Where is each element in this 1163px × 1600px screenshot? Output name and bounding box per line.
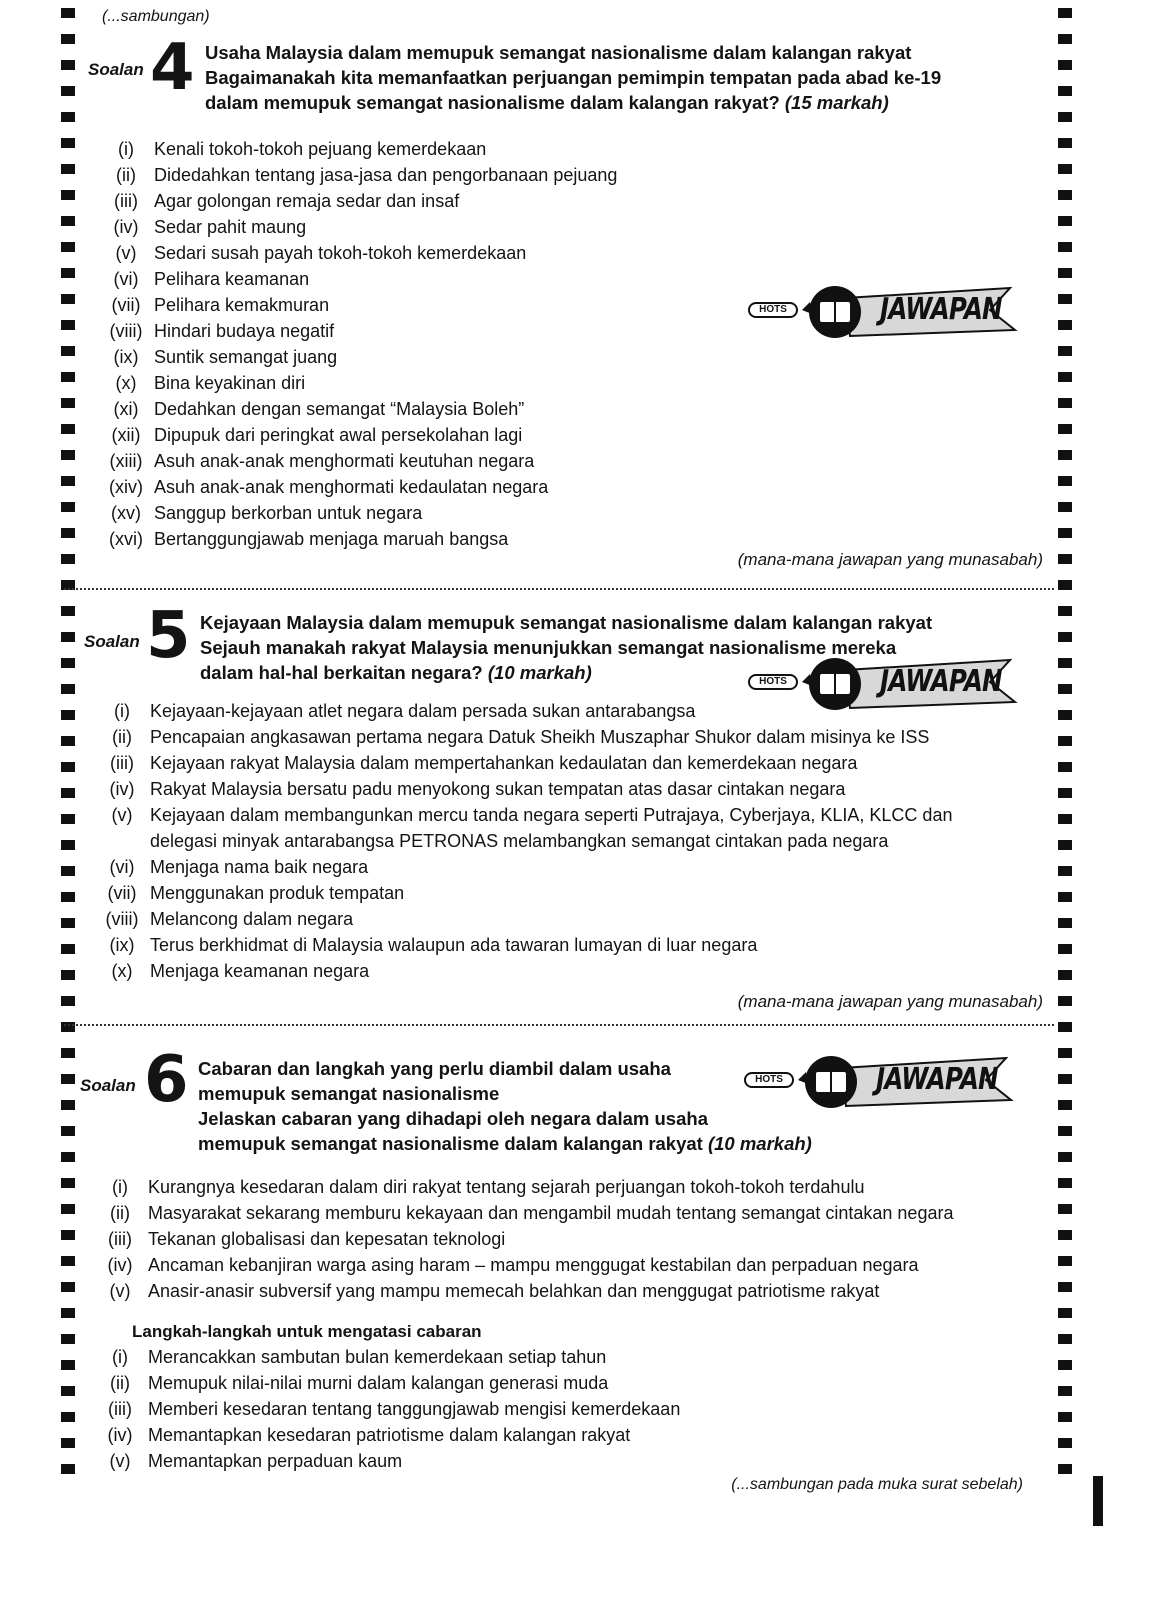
soalan-label: Soalan [88, 60, 144, 79]
hots-tag: HOTS [748, 302, 798, 318]
jawapan-label: JAWAPAN [880, 292, 1002, 327]
marks: (15 markah) [784, 92, 889, 113]
perforation-left [61, 8, 75, 1488]
continuation-top: (...sambungan) [102, 8, 210, 25]
title-line: Cabaran dan langkah yang perlu diambil dalam usaha [198, 1058, 671, 1079]
page-edge-mark [1093, 1476, 1103, 1526]
question-number: 4 [150, 31, 193, 105]
title-line: Jelaskan cabaran yang dihadapi oleh negara dalam usaha [198, 1108, 708, 1129]
jawapan-label: JAWAPAN [876, 1062, 998, 1097]
jawapan-badge [736, 1050, 1036, 1114]
soalan-label: Soalan [80, 1076, 136, 1095]
jawapan-badge [740, 280, 1040, 344]
hots-tag: HOTS [744, 1072, 794, 1088]
perforation-right [1058, 8, 1072, 1488]
acceptable-answers-note: (mana-mana jawapan yang munasabah) [737, 550, 1043, 569]
jawapan-badge [740, 652, 1040, 716]
title-line [198, 1131, 812, 1156]
title-line: memupuk semangat nasionalisme [198, 1083, 500, 1104]
continuation-bottom: (...sambungan pada muka surat sebelah) [731, 1476, 1023, 1493]
title-line: Bagaimanakah kita memanfaatkan perjuangan pemimpin tempatan pada abad ke-19 [205, 67, 942, 88]
question-title [205, 40, 941, 115]
title-line: Kejayaan Malaysia dalam memupuk semangat nasionalisme dalam kalangan rakyat [200, 612, 933, 633]
steps-subheading: Langkah-langkah untuk mengatasi cabaran [132, 1322, 482, 1341]
title-text: dalam memupuk semangat nasionalisme dalam kalangan rakyat? [205, 92, 780, 113]
section-divider [64, 1024, 1054, 1026]
section-divider [64, 588, 1054, 590]
title-line: Usaha Malaysia dalam memupuk semangat nasionalisme dalam kalangan rakyat [205, 42, 912, 63]
question-number: 6 [144, 1043, 187, 1117]
marks: (10 markah) [487, 662, 592, 683]
marks: (10 markah) [707, 1133, 812, 1154]
title-text: dalam hal-hal berkaitan negara? [200, 662, 483, 683]
title-line [205, 90, 941, 115]
title-line: Sejauh manakah rakyat Malaysia menunjukkan semangat nasionalisme mereka [200, 637, 897, 658]
question-title [198, 1056, 812, 1156]
worksheet-page: (...sambungan) Soalan 4 Usaha Malaysia dalam memupuk semangat nasionalisme dalam kalangan rakyat Bagaimanakah kita memanfaatkan perjuangan pemimpin tempatan pada abad ke-19 dalam memupuk semangat nasionalisme dalam kalangan rakyat? (15 markah) HOTS JAWAPAN (i) Kenali tokoh-tokoh pejuang kemerdekaan (ii) Didedahkan tentang jasa-jasa dan pengorbanaan pejuang (iii) Agar golongan remaja sedar dan insaf (iv) Sedar pahit maung (v) Sedari susah payah tokoh-tokoh kemerdekaan (vi) Pelihara keamanan (vii) Pelihara kemakmuran (viii) Hindari budaya negatif (ix) Suntik semangat juang (x) Bina keyakinan diri (xi) Dedahkan dengan semangat “Malaysia Boleh” (xii) Dipupuk dari peringkat awal persekolahan lagi (xiii) Asuh anak-anak menghormati keutuhan negara (xiv) Asuh anak-anak menghormati kedaulatan negara (xv) Sanggup berkorban untuk negara (xvi) Bertanggungjawab menjaga maruah bangsa (mana-mana jawapan yang munasabah) Soalan 5 Kejayaan Malaysia dalam memupuk semangat nasionalisme dalam kalangan rakyat Sejauh manakah rakyat Malaysia menunjukkan semangat nasionalisme mereka dalam hal-hal berkaitan negara? (10 markah) HOTS JAWAPAN (i) Kejayaan-kejayaan atlet negara dalam persada sukan antarabangsa (ii) Pencapaian angkasawan pertama negara Datuk Sheikh Muszaphar Shukor dalam misinya ke ISS (iii) Kejayaan rakyat Malaysia dalam mempertahankan kedaulatan dan kemerdekaan negara (iv) Rakyat Malaysia bersatu padu menyokong sukan tempatan atas dasar cintakan negara (v) Kejayaan dalam membangunkan mercu tanda negara seperti Putrajaya, Cyberjaya, KLIA, KLCC dan delegasi minyak antarabangsa PETRONAS melambangkan semangat cintakan pada negara (vi) Menjaga nama baik negara (vii) Menggunakan produk tempatan (viii) Melancong dalam negara (ix) Terus berkhidmat di Malaysia walaupun ada tawaran lumayan di luar negara (x) Menjaga keamanan negara (mana-mana jawapan yang munasabah) Soalan 6 Cabaran dan langkah yang perlu diambil dalam usaha memupuk semangat nasionalisme Jelaskan cabaran yang dihadapi oleh negara dalam usaha memupuk semangat nasionalisme dalam kalangan rakyat (10 markah) HOTS JAWAPAN (i) Kurangnya kesedaran dalam diri rakyat tentang sejarah perjuangan tokoh-tokoh terdahulu (ii) Masyarakat sekarang memburu kekayaan dan mengambil mudah tentang semangat cintakan negara (iii) Tekanan globalisasi dan kepesatan teknologi (iv) Ancaman kebanjiran warga asing haram – mampu menggugat kestabilan dan perpaduan negara (v) Anasir-anasir subversif yang mampu memecah belahkan dan menggugat patriotisme rakyat Langkah-langkah untuk mengatasi cabaran (i) Merancakkan sambutan bulan kemerdekaan setiap tahun (ii) Memupuk nilai-nilai murni dalam kalangan generasi muda (iii) Memberi kesedaran tentang tanggungjawab mengisi kemerdekaan (iv) Memantapkan kesedaran patriotisme dalam kalangan rakyat (v) Memantapkan perpaduan kaum (...sambungan pada muka surat sebelah) [0, 0, 1163, 1600]
soalan-label: Soalan [84, 632, 140, 651]
hots-tag: HOTS [748, 674, 798, 690]
question-number: 5 [146, 599, 189, 673]
acceptable-answers-note: (mana-mana jawapan yang munasabah) [737, 992, 1043, 1011]
jawapan-label: JAWAPAN [880, 664, 1002, 699]
title-text: memupuk semangat nasionalisme dalam kalangan rakyat [198, 1133, 703, 1154]
